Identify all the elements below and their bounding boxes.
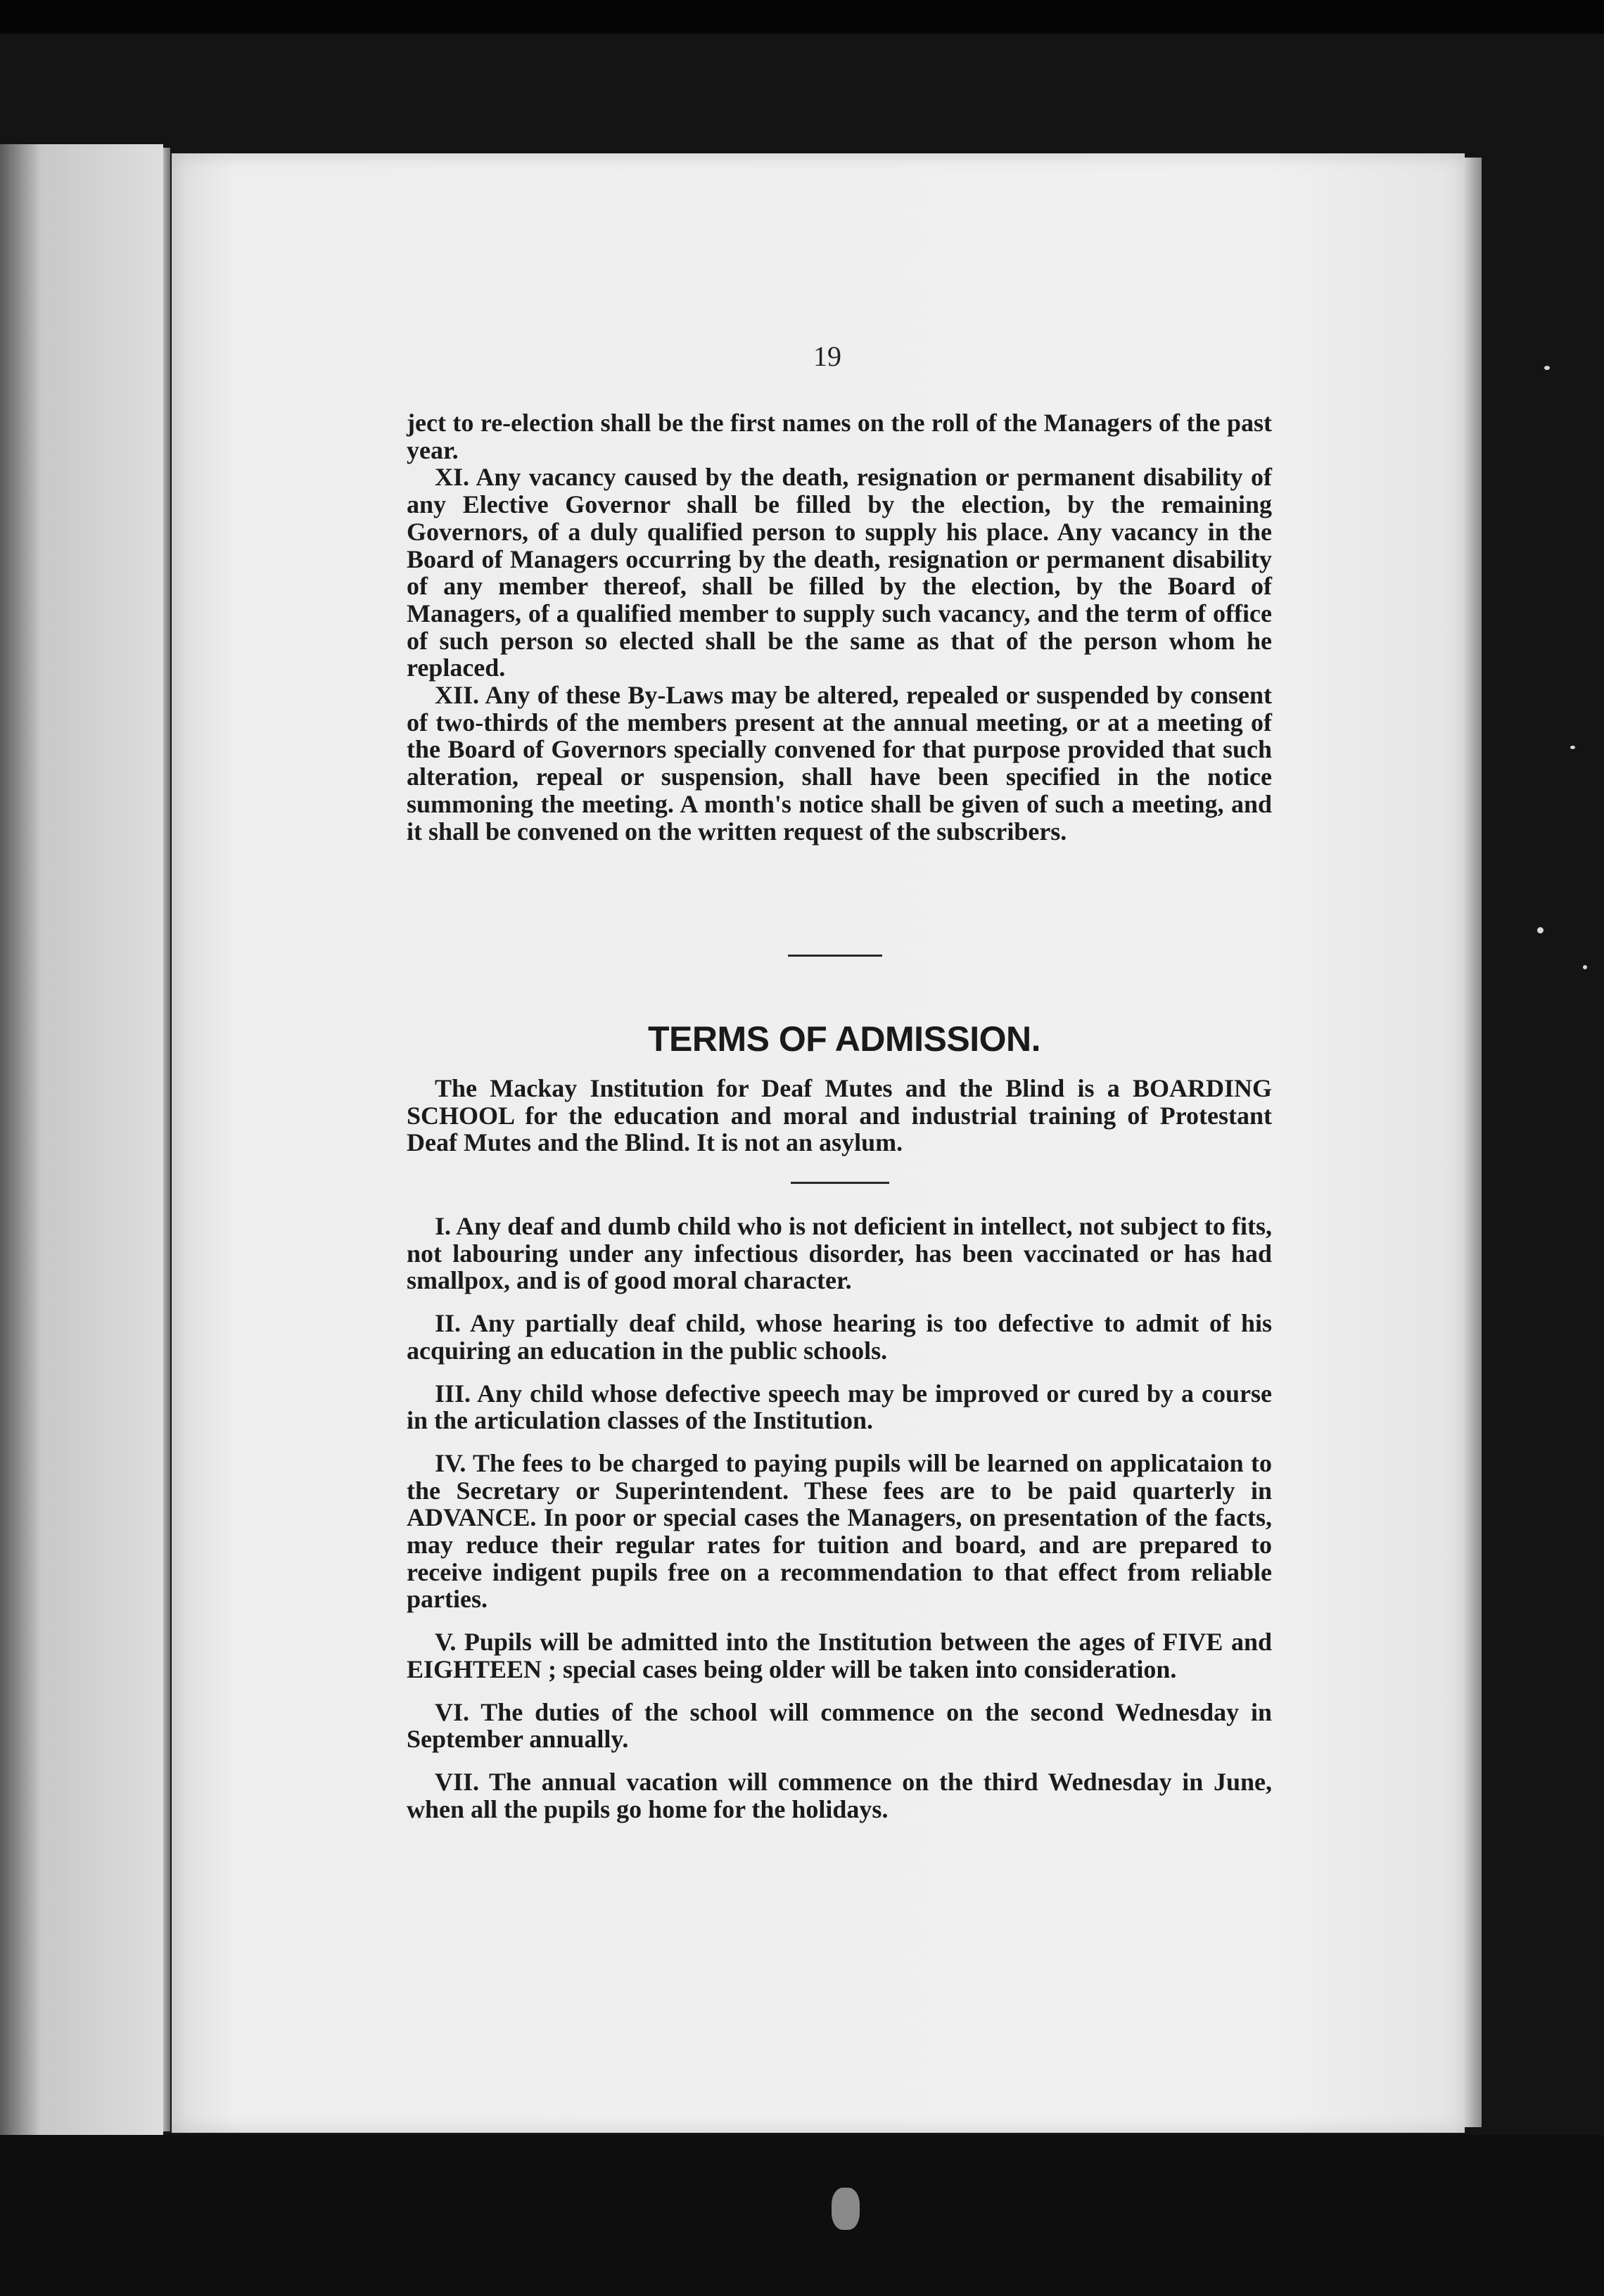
bylaw-xii: XII. Any of these By-Laws may be altered, repealed or suspended by consent of two-thirds of the members present at the annual meeting, or at a meeting of the Board of Governors specially convened for that purpose provided that such alteration, repeal or suspension, shall have been specified in the notice summoning the meeting. A month's notice shall be given of such a meeting, and it shall be convened on the written request of the subscribers. — [407, 681, 1272, 846]
dust-speck — [1583, 965, 1587, 969]
facing-page-edge — [163, 148, 170, 2131]
intro-paragraph — [407, 1075, 1272, 1156]
scanner-bottom-border — [0, 2135, 1604, 2296]
term-item: IV. The fees to be charged to paying pupils will be learned on applicataion to the Secretary or Superintendent. These fees are to be paid quarterly in ADVANCE. In poor or special cases the Managers, on presentation of the facts, may reduce their regular rates for tuition and board, and are prepared to receive indigent pupils free on a recommendation to that effect from reliable parties. — [407, 1448, 1272, 1614]
intro-text: The Mackay Institution for Deaf Mutes and the Blind is a BOARDING SCHOOL for the education and moral and industrial training of Protestant Deaf Mutes and the Blind. It is not an asylum. — [407, 1074, 1272, 1157]
term-item: III. Any child whose defective speech may be improved or cured by a course in the articulation classes of the Institution. — [407, 1379, 1272, 1435]
page-edge — [1465, 158, 1482, 2127]
dust-speck — [1570, 746, 1575, 749]
term-item: VII. The annual vacation will commence on the third Wednesday in June, when all the pupils go home for the holidays. — [407, 1767, 1272, 1823]
bylaws-text — [407, 409, 1272, 845]
term-item: V. Pupils will be admitted into the Institution between the ages of FIVE and EIGHTEEN ; special cases being older will be taken into consideration. — [407, 1628, 1272, 1683]
intro-divider — [791, 1182, 889, 1184]
section-divider — [788, 955, 882, 957]
bylaw-xi: XI. Any vacancy caused by the death, resignation or permanent disability of any Elective Governor shall be filled by the election, by the remaining Governors, of a duly qualified person to supply his place. Any vacancy in the Board of Managers occurring by the death, resignation or permanent disability of any member thereof, shall be filled by the election, by the Board of Managers, of a qualified member to supply such vacancy, and the term of office of such person so elected shall be the same as that of the person whom he replaced. — [407, 463, 1272, 682]
dust-speck — [1537, 927, 1543, 933]
terms-list — [407, 1213, 1272, 1838]
term-item: VI. The duties of the school will commence on the second Wednesday in September annually. — [407, 1697, 1272, 1754]
section-title: TERMS OF ADMISSION. — [647, 1019, 1041, 1059]
scanner-top-border — [0, 0, 1604, 34]
term-item: II. Any partially deaf child, whose hearing is too defective to admit of his acquiring an education in the public schools. — [407, 1309, 1272, 1365]
dust-speck — [832, 2188, 860, 2230]
facing-page — [0, 144, 163, 2135]
page-number: 19 — [813, 340, 841, 372]
bylaws-continuation: ject to re-election shall be the first names on the roll of the Managers of the past year. — [407, 409, 1272, 464]
dust-speck — [1544, 366, 1550, 370]
term-item: I. Any deaf and dumb child who is not deficient in intellect, not subject to fits, not labouring under any infectious disorder, has been vaccinated or has had smallpox, and is of good moral character. — [407, 1212, 1272, 1295]
